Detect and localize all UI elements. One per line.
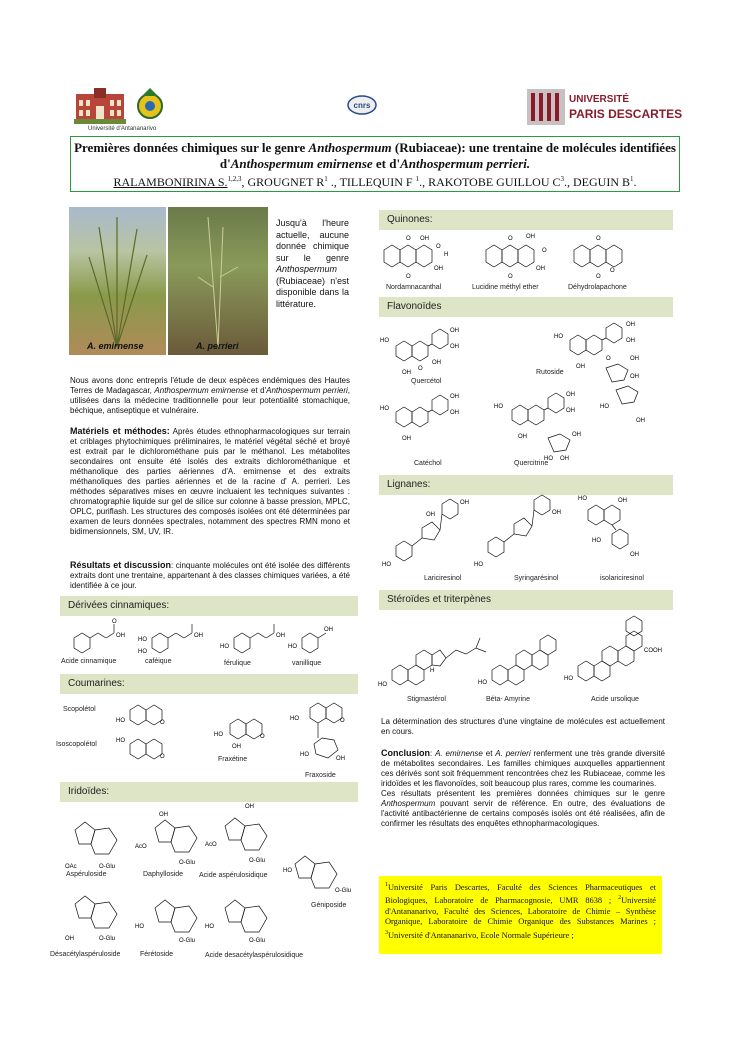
label-quercetol: Quercétol [411, 378, 442, 385]
svg-text:OH: OH [434, 266, 443, 272]
svg-text:OH: OH [572, 432, 581, 438]
svg-text:OH: OH [450, 328, 459, 334]
cnrs-icon [347, 95, 377, 115]
svg-text:AcO: AcO [135, 844, 147, 850]
lariciresinol-structure [382, 499, 469, 568]
intro-paragraph: Nous avons donc entrepris l'étude de deux espèces endémiques des Hautes Terres de Madagascar, Anthospermum emirnense et d'Anthospermum perrieri, utilisées dans la médecine traditionnelle pour leur potentialité stomachique, béchique, antiseptique et vulnéraire. [70, 376, 350, 415]
section-quinones: Quinones: [379, 210, 673, 230]
svg-text:HO: HO [564, 676, 573, 682]
section-flavonoids: Flavonoïdes [379, 297, 673, 317]
svg-text:HO: HO [116, 738, 125, 744]
svg-text:OH: OH [518, 434, 527, 440]
section-lignans: Lignanes: [379, 475, 673, 495]
svg-text:O-Glu: O-Glu [335, 888, 352, 894]
determination-text: La détermination des structures d'une vingtaine de molécules est actuellement en cours. [381, 717, 665, 736]
label-caffeic: caféique [145, 658, 172, 665]
cinnamic-acid-structure [74, 619, 125, 653]
svg-text:HO: HO [138, 637, 147, 643]
paris-descartes-icon [527, 87, 683, 127]
label-isolariciresinol: isolariciresinol [600, 575, 644, 582]
svg-text:OH: OH [194, 633, 203, 639]
svg-text:O: O [406, 236, 411, 242]
dehydrolapachone-structure [574, 236, 622, 280]
methods-paragraph: Matériels et méthodes: Après études ethnopharmacologiques sur terrain et criblages phytochimiques préliminaires, le matériel végétal séché et broyé est extrait par le dichlorométhane puis par le méthanol. Les métabolites secondaires ont ensuite été isolés des extraits dichlorométhanique et méthanolique des parties aériennes d'A. emirnense et des extraits méthanoliques des parties aériennes et de la racine d' A. perrieri. Les méthodes séparatives mises en œuvre incluaient les techniques suivantes : chromatographie liquide sur gel de silice sur colonne à basse pression, MPLC, OPLC, puriflash. Les structures des composés isolées ont été déterminées par examen de leurs données spectrales, notamment des spectres RMN mono et bidimensionnels, SM, UV, IR. [70, 426, 350, 536]
svg-text:O-Glu: O-Glu [99, 864, 116, 870]
label-lucidine: Lucidine méthyl ether [472, 284, 539, 291]
conclusion-text: Conclusion: A. emirnense et A. perrieri renferment une très grande diversité de métabolites secondaires. Les familles chimiques auxquelles appartiennent ces dérivés sont soit fréquemment rencontrées chez les Rubiaceae, comme les iridoïdes et les flavonoïdes, soit beaucoup plus rares, comme les coumarines. Ces résultats présentent les premières données chimiques sur le genre Anthospermum pouvant servir de référence. En outre, des évaluations de l'activité antibactérienne de certains composés isolés ont été réalisées, afin de confirmer les résultats des enquêtes ethnopharmacologiques. [381, 748, 665, 828]
daphylloside-structure [135, 812, 197, 866]
desacetylasperulosidic-acid-structure [205, 900, 267, 944]
svg-text:OH: OH [536, 266, 545, 272]
svg-text:cnrs: cnrs [353, 101, 371, 110]
quinone-structures [378, 230, 668, 286]
svg-text:O: O [160, 720, 165, 726]
svg-text:COOH: COOH [644, 648, 662, 654]
isoscopoletol-structure [116, 738, 165, 760]
svg-text:O: O [508, 274, 513, 280]
ursolic-acid-structure [564, 616, 662, 682]
cnrs-logo [347, 95, 377, 115]
label-rutoside: Rutoside [536, 369, 564, 376]
svg-text:HO: HO [382, 562, 391, 568]
label-ursolic-acid: Acide ursolique [591, 696, 639, 703]
svg-text:OH: OH [324, 627, 333, 633]
fraxetine-structure [214, 719, 265, 750]
svg-text:O: O [610, 268, 615, 274]
svg-text:O: O [542, 248, 547, 254]
svg-text:HO: HO [290, 716, 299, 722]
svg-text:OH: OH [630, 356, 639, 362]
label-scopoletol: Scopolétol [63, 706, 96, 713]
label-cinnamic-acid: Acide cinnamique [61, 658, 117, 665]
fraxoside-structure [290, 703, 345, 762]
svg-text:OH: OH [576, 364, 585, 370]
svg-text:UNIVERSITÉ: UNIVERSITÉ [569, 94, 630, 105]
svg-text:H: H [444, 252, 449, 258]
svg-text:OH: OH [566, 392, 575, 398]
svg-text:O: O [112, 619, 117, 625]
svg-text:HO: HO [578, 496, 587, 502]
univ-caption: Université d'Antananarivo [88, 126, 157, 132]
label-vanillic: vanillique [292, 660, 322, 667]
antananarivo-logo [74, 86, 126, 124]
lignan-structures [378, 494, 668, 574]
svg-text:OH: OH [630, 374, 639, 380]
svg-text:HO: HO [378, 682, 387, 688]
feretoside-structure [135, 900, 197, 944]
svg-text:O-Glu: O-Glu [99, 936, 116, 942]
title-line1: Premières données chimiques sur le genre Anthospermum (Rubiaceae): une trentaine de molécules identifiées [74, 140, 676, 155]
svg-text:OH: OH [402, 370, 411, 376]
svg-text:OH: OH [65, 936, 74, 942]
svg-text:O: O [436, 244, 441, 250]
svg-text:OH: OH [560, 456, 569, 462]
label-stigmasterol: Stigmastérol [407, 696, 446, 703]
svg-text:H: H [430, 668, 435, 674]
label-geniposide: Géniposide [311, 902, 347, 909]
svg-text:O: O [508, 236, 513, 242]
svg-text:O-Glu: O-Glu [179, 938, 196, 944]
svg-text:OH: OH [420, 236, 429, 242]
svg-text:OH: OH [460, 500, 469, 506]
svg-text:OH: OH [402, 436, 411, 442]
beta-amyrine-structure [478, 635, 556, 686]
svg-text:AcO: AcO [205, 842, 217, 848]
svg-text:OH: OH [526, 234, 535, 240]
isolariciresinol-structure [578, 496, 639, 558]
svg-text:HO: HO [474, 562, 483, 568]
label-fraxoside: Fraxoside [305, 772, 336, 779]
photo-perrieri-caption: A. perrieri [196, 341, 239, 351]
label-quercitrine: Quercitrine [514, 460, 549, 467]
section-sterols: Stéroïdes et triterpènes [379, 590, 673, 610]
svg-text:O-Glu: O-Glu [249, 938, 266, 944]
svg-text:OH: OH [245, 804, 254, 810]
stigmasterol-structure [378, 638, 486, 688]
desacetylasperuloside-structure [65, 896, 117, 942]
ferulic-structure [220, 624, 285, 653]
svg-text:HO: HO [116, 718, 125, 724]
coumarin-structures [60, 694, 360, 778]
authors: RALAMBONIRINA S.$^{1,2,3}$, GROUGNET $R^1$ ., TILLEQUIN F $^1$., RAKOTOBE GUILLOU $C^3$., DEGUIN $B^1$. [113, 175, 637, 189]
label-asperuloside: Aspéruloside [66, 871, 107, 878]
quercitrine-structure [494, 392, 581, 462]
university-building-icon [74, 86, 126, 124]
section-coumarins: Coumarines: [60, 674, 358, 694]
svg-text:OH: OH [450, 344, 459, 350]
label-fraxetine: Fraxétine [218, 756, 248, 763]
section-iridoids: Iridoïdes: [60, 782, 358, 802]
svg-text:HO: HO [288, 644, 297, 650]
label-syringaresinol: Syringarésinol [514, 575, 559, 582]
svg-text:OH: OH [630, 552, 639, 558]
quercetol-structure [380, 328, 459, 376]
emblem-icon [132, 86, 168, 122]
caffeic-structure [138, 624, 203, 655]
svg-text:OH: OH [626, 338, 635, 344]
results-paragraph: Résultats et discussion: cinquante molécules ont été isolée des différents extraits dont une trentaine, appartenant à des classes chimiques variées, a été identifiée à ce jour. [70, 560, 351, 590]
geniposide-structure [283, 856, 351, 894]
svg-text:O-Glu: O-Glu [179, 860, 196, 866]
svg-text:OH: OH [566, 408, 575, 414]
svg-text:HO: HO [478, 680, 487, 686]
svg-text:HO: HO [214, 732, 223, 738]
scopoletol-structure [116, 705, 165, 726]
photo-perrieri [168, 207, 268, 355]
svg-text:OH: OH [276, 633, 285, 639]
catechol-structure [380, 394, 459, 442]
svg-text:OH: OH [618, 498, 627, 504]
label-catechol: Catéchol [414, 460, 442, 467]
label-lariciresinol: Lariciresinol [424, 575, 462, 582]
paris-descartes-logo [527, 87, 683, 127]
svg-text:O: O [606, 356, 611, 362]
svg-text:HO: HO [220, 644, 229, 650]
photo-emirnense-caption: A. emirnense [87, 341, 144, 351]
title-line2: d'Anthospermum emirnense et d'Anthospermum perrieri. [219, 156, 531, 171]
section-cinnamic: Dérivées cinnamiques: [60, 596, 358, 616]
svg-text:OAc: OAc [65, 864, 77, 870]
asperuloside-structure [65, 822, 117, 870]
svg-text:O: O [260, 734, 265, 740]
asperulosidic-acid-structure [205, 804, 267, 864]
label-feretoside: Férétoside [140, 951, 174, 958]
svg-text:HO: HO [494, 404, 503, 410]
antananarivo-emblem [132, 86, 168, 122]
svg-text:HO: HO [138, 649, 147, 655]
title-box [70, 136, 680, 192]
label-beta-amyrine: Béta- Amyrine [486, 696, 530, 703]
label-asperulosidic-acid: Acide aspérulosidique [199, 872, 268, 879]
plant-icon [168, 207, 268, 355]
svg-text:HO: HO [300, 752, 309, 758]
svg-text:OH: OH [232, 744, 241, 750]
label-daphylloside: Daphylloside [143, 871, 184, 878]
svg-text:O: O [596, 236, 601, 242]
svg-text:HO: HO [544, 456, 553, 462]
svg-text:OH: OH [336, 756, 345, 762]
svg-text:HO: HO [600, 404, 609, 410]
label-desacetylasperulosidic-acid: Acide desacétylaspérulosidique [205, 952, 304, 959]
svg-text:O: O [160, 754, 165, 760]
svg-text:PARIS DESCARTES: PARIS DESCARTES [569, 107, 683, 121]
label-nordamnacanthal: Nordamnacanthal [386, 284, 442, 291]
label-isoscopoletol: Isoscopolétol [56, 741, 97, 748]
svg-text:HO: HO [135, 924, 144, 930]
label-dehydrolapachone: Déhydrolapachone [568, 284, 627, 291]
flavonoid-structures [378, 318, 668, 470]
svg-text:OH: OH [432, 360, 441, 366]
svg-text:OH: OH [450, 394, 459, 400]
svg-text:HO: HO [205, 924, 214, 930]
svg-text:HO: HO [283, 868, 292, 874]
label-desacetylasperuloside: Désacétylaspéruloside [50, 951, 121, 958]
syringaresinol-structure [474, 495, 561, 568]
svg-text:OH: OH [426, 512, 435, 518]
intro-side-text: Jusqu'à l'heure actuelle, aucune donnée chimique sur le genre Anthospermum (Rubiaceae) n'est disponible dans la littérature. [276, 218, 349, 309]
svg-text:O-Glu: O-Glu [249, 858, 266, 864]
svg-text:HO: HO [380, 338, 389, 344]
sterol-structures [378, 608, 678, 694]
plant-icon [69, 207, 166, 355]
svg-text:OH: OH [450, 410, 459, 416]
svg-text:OH: OH [159, 812, 168, 818]
nordamnacanthal-structure [384, 236, 448, 280]
affiliations-footnote: $^1$Université Paris Descartes, Faculté des Sciences Pharmaceutiques et Biologiques, Laboratoire de Pharmacognosie, UMR 8638 ; $^2$Université d'Antananarivo, Faculté des Sciences, Laboratoire de Chimie – Synthèse Organique, Laboratoire de Chimie Organique des Substances Marines ; $^3$Université d'Antananarivo, Ecole Normale Supérieure ; [379, 876, 662, 954]
svg-text:O: O [406, 274, 411, 280]
label-ferulic: férulique [224, 660, 251, 667]
svg-text:HO: HO [554, 334, 563, 340]
svg-text:HO: HO [380, 406, 389, 412]
svg-text:O: O [340, 718, 345, 724]
vanillic-structure [288, 627, 333, 653]
svg-text:OH: OH [116, 633, 125, 639]
lucidine-structure [486, 234, 547, 280]
svg-text:HO: HO [592, 538, 601, 544]
svg-text:OH: OH [626, 322, 635, 328]
svg-text:O: O [418, 366, 423, 372]
svg-text:OH: OH [552, 510, 561, 516]
photo-emirnense [69, 207, 166, 355]
svg-text:O: O [596, 274, 601, 280]
svg-text:OH: OH [636, 418, 645, 424]
